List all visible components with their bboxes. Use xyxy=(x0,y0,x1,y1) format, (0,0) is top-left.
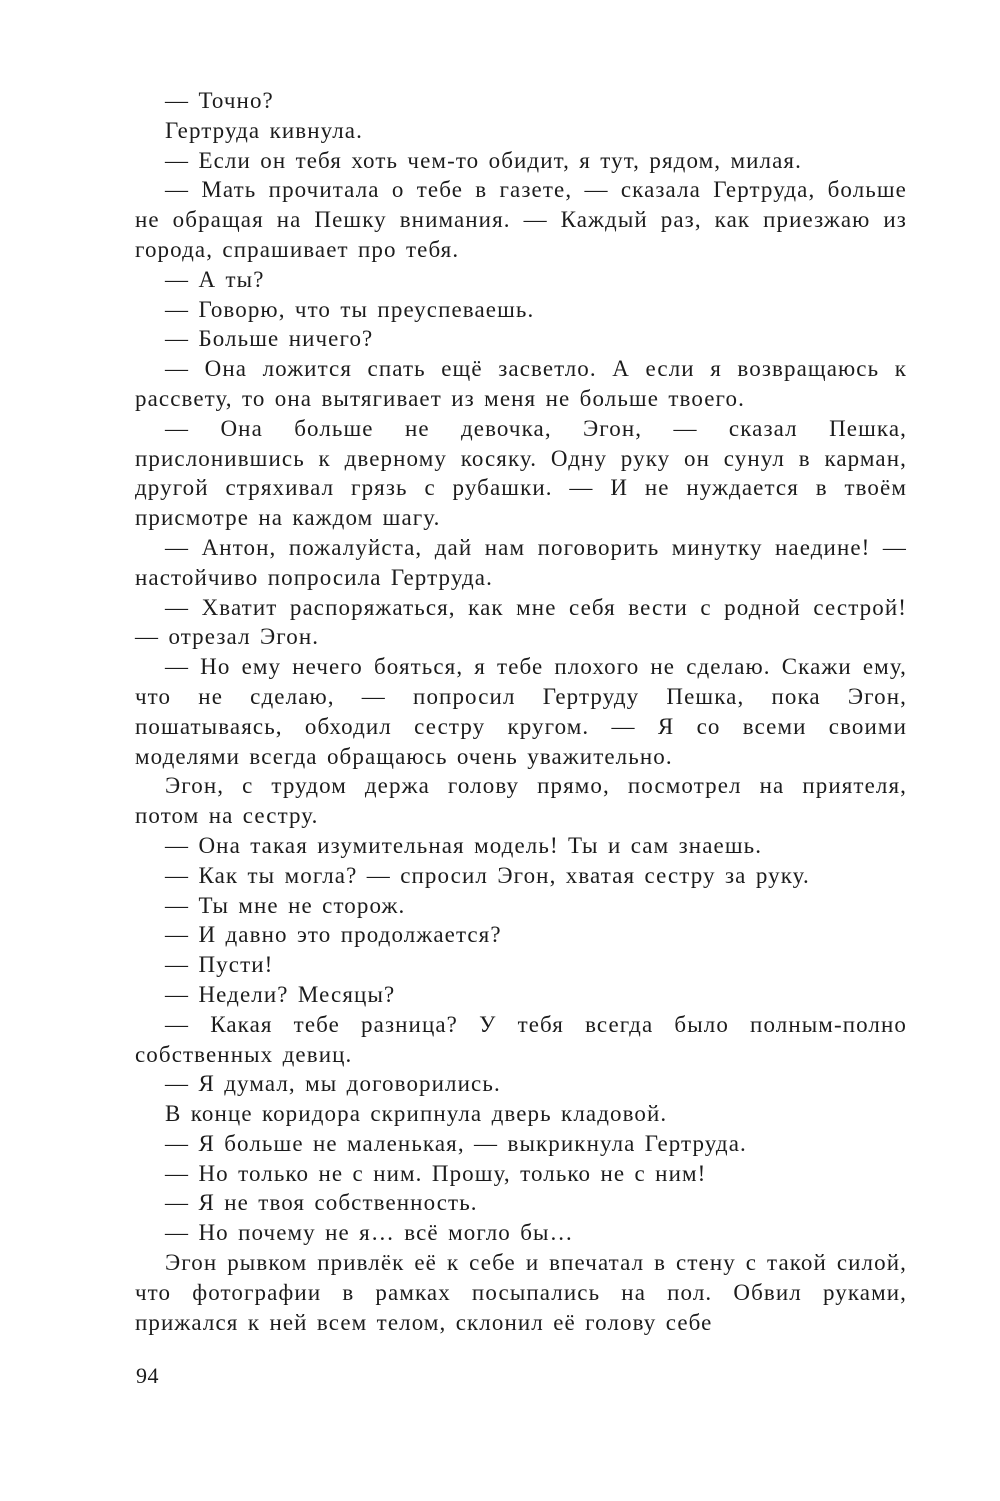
paragraph: Гертруда кивнула. xyxy=(165,117,363,143)
paragraph: — Она больше не девочка, Эгон, — сказал Пешка, прислонившись к дверному косяку. Одну руку он сунул в карман, другой стряхивал грязь с рубашки. — И не нуждается в твоём присмотре на каждом шагу. xyxy=(135,415,907,531)
paragraph: — Хватит распоряжаться, как мне себя вести с родной сестрой! — отрезал Эгон. xyxy=(135,594,907,650)
paragraph: — И давно это продолжается? xyxy=(165,922,502,948)
paragraph: Эгон рывком привлёк её к себе и впечатал в стену с такой силой, что фотографии в рамках посыпались на пол. Обвил руками, прижался к ней всем телом, склонил её голову себе xyxy=(135,1250,907,1335)
paragraph: — Недели? Месяцы? xyxy=(165,981,396,1007)
paragraph: — Точно? xyxy=(165,88,274,113)
paragraph: — Ты мне не сторож. xyxy=(165,892,406,918)
paragraph: — Как ты могла? — спросил Эгон, хватая сестру за руку. xyxy=(165,862,810,888)
paragraph: — Говорю, что ты преуспеваешь. xyxy=(165,296,535,322)
paragraph: — Антон, пожалуйста, дай нам поговорить минутку наедине! — настойчиво попросила Гертруда. xyxy=(135,534,907,590)
paragraph: — Какая тебе разница? У тебя всегда было полным-полно собственных девиц. xyxy=(135,1011,907,1067)
paragraph: — Я думал, мы договорились. xyxy=(165,1071,501,1097)
paragraph: — Но ему нечего бояться, я тебе плохого не сделаю. Скажи ему, что не сделаю, — попросил Гертруду Пешка, пока Эгон, пошатываясь, обходил сестру кругом. — Я со всеми своими моделями всегда обращаюсь очень уважительно. xyxy=(135,654,907,769)
paragraph: — Я больше не маленькая, — выкрикнула Гертруда. xyxy=(165,1130,747,1156)
page-number: 94 xyxy=(136,1363,159,1388)
paragraph: — А ты? xyxy=(165,266,265,292)
paragraph: В конце коридора скрипнула дверь кладовой. xyxy=(165,1101,668,1127)
paragraph: — Мать прочитала о тебе в газете, — сказала Гертруда, больше не обращая на Пешку внимания. — Каждый раз, как приезжаю из города, спрашивает про тебя. xyxy=(135,177,907,262)
paragraph: — Я не твоя собственность. xyxy=(165,1190,478,1216)
paragraph: — Но почему не я… всё могло бы… xyxy=(165,1220,574,1246)
paragraph: — Если он тебя хоть чем-то обидит, я тут, рядом, милая. xyxy=(165,147,802,173)
paragraph: — Но только не с ним. Прошу, только не с ним! xyxy=(165,1160,707,1186)
paragraph: — Она ложится спать ещё засветло. А если я возвращаюсь к рассвету, то она вытягивает из меня не больше твоего. xyxy=(135,356,907,411)
page-text xyxy=(135,86,907,1337)
paragraph: — Она такая изумительная модель! Ты и сам знаешь. xyxy=(165,832,763,858)
paragraph: — Больше ничего? xyxy=(165,326,374,352)
paragraph: — Пусти! xyxy=(165,952,274,978)
paragraph: Эгон, с трудом держа голову прямо, посмотрел на приятеля, потом на сестру. xyxy=(135,773,907,829)
